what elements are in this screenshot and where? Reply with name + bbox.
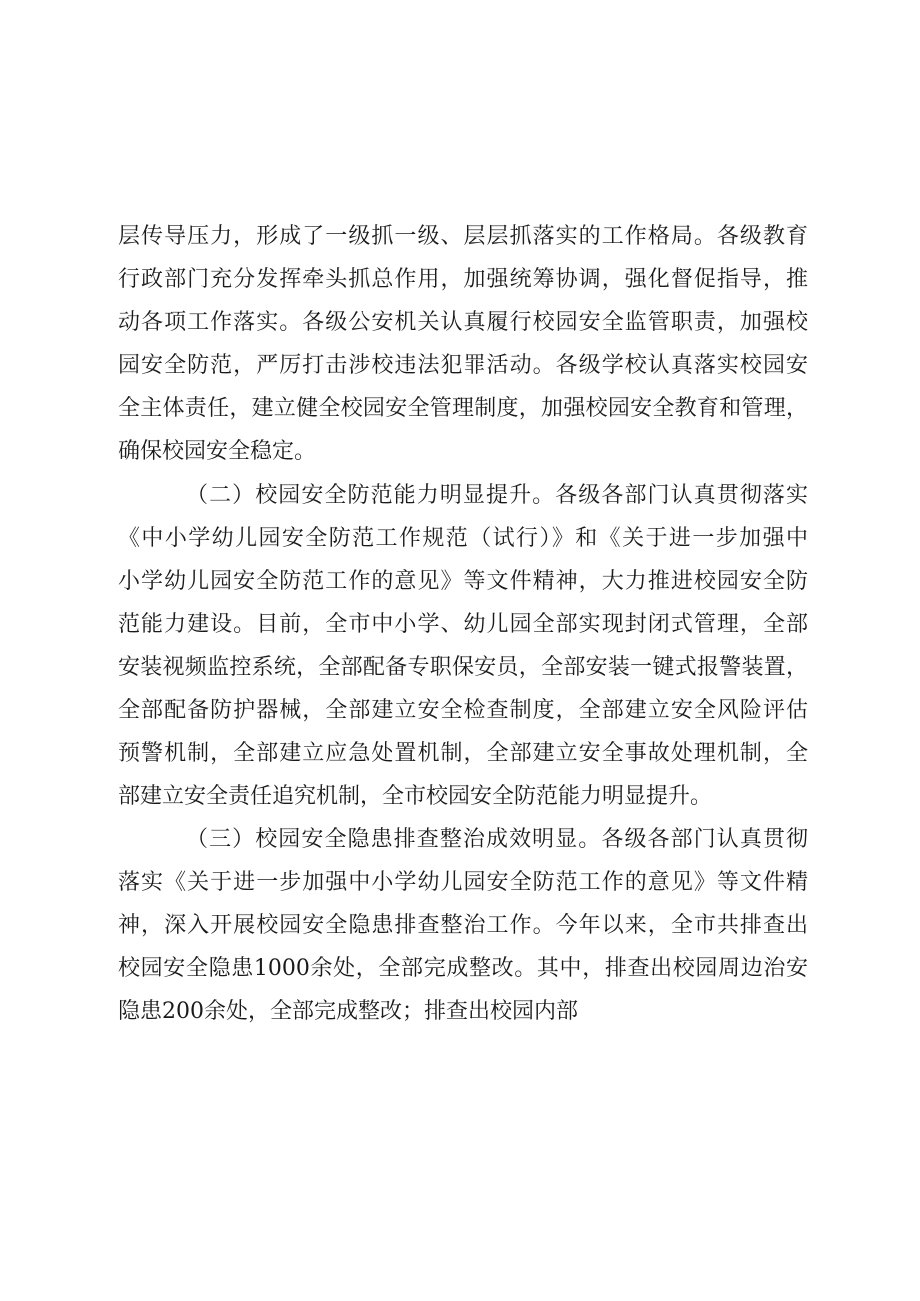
paragraph-1-line-4: 园安全防范，严厉打击涉校违法犯罪活动。各级学校认真落实校园安: [118, 353, 808, 378]
paragraph-3-line-5: 隐患200余处，全部完成整改；排查出校园内部: [118, 999, 578, 1024]
paragraph-2-line-2: 《中小学幼儿园安全防范工作规范（试行）》和《关于进一步加强中: [118, 526, 808, 551]
paragraph-3-line-2: 落实《关于进一步加强中小学幼儿园安全防范工作的意见》等文件精: [118, 870, 808, 895]
paragraph-2-line-4: 范能力建设。目前，全市中小学、幼儿园全部实现封闭式管理，全部: [118, 612, 808, 637]
paragraph-2-line-8: 部建立安全责任追究机制，全市校园安全防范能力明显提升。: [118, 784, 713, 809]
paragraph-2-line-3: 小学幼儿园安全防范工作的意见》等文件精神，大力推进校园安全防: [118, 569, 808, 594]
paragraph-2-line-6: 全部配备防护器械，全部建立安全检查制度，全部建立安全风险评估: [118, 698, 808, 723]
paragraph-3-line-3: 神，深入开展校园安全隐患排查整治工作。今年以来，全市共排查出: [118, 913, 808, 938]
paragraph-3-line-4: 校园安全隐患1000余处，全部完成整改。其中，排查出校园周边治安: [118, 956, 808, 981]
paragraph-2-line-7: 预警机制，全部建立应急处置机制，全部建立安全事故处理机制，全: [118, 741, 808, 766]
paragraph-1-line-5: 全主体责任，建立健全校园安全管理制度，加强校园安全教育和管理，: [118, 396, 808, 421]
paragraph-1-line-2: 行政部门充分发挥牵头抓总作用，加强统筹协调，强化督促指导，推: [118, 267, 808, 292]
paragraph-1-line-1: 层传导压力，形成了一级抓一级、层层抓落实的工作格局。各级教育: [118, 224, 808, 249]
paragraph-2-line-5: 安装视频监控系统，全部配备专职保安员，全部安装一键式报警装置，: [118, 655, 808, 680]
paragraph-2-line-1: （二）校园安全防范能力明显提升。各级各部门认真贯彻落实: [186, 483, 808, 508]
paragraph-1-line-3: 动各项工作落实。各级公安机关认真履行校园安全监管职责，加强校: [118, 310, 808, 335]
paragraph-1-line-6: 确保校园安全稳定。: [118, 439, 317, 464]
paragraph-3-line-1: （三）校园安全隐患排查整治成效明显。各级各部门认真贯彻: [186, 827, 808, 852]
